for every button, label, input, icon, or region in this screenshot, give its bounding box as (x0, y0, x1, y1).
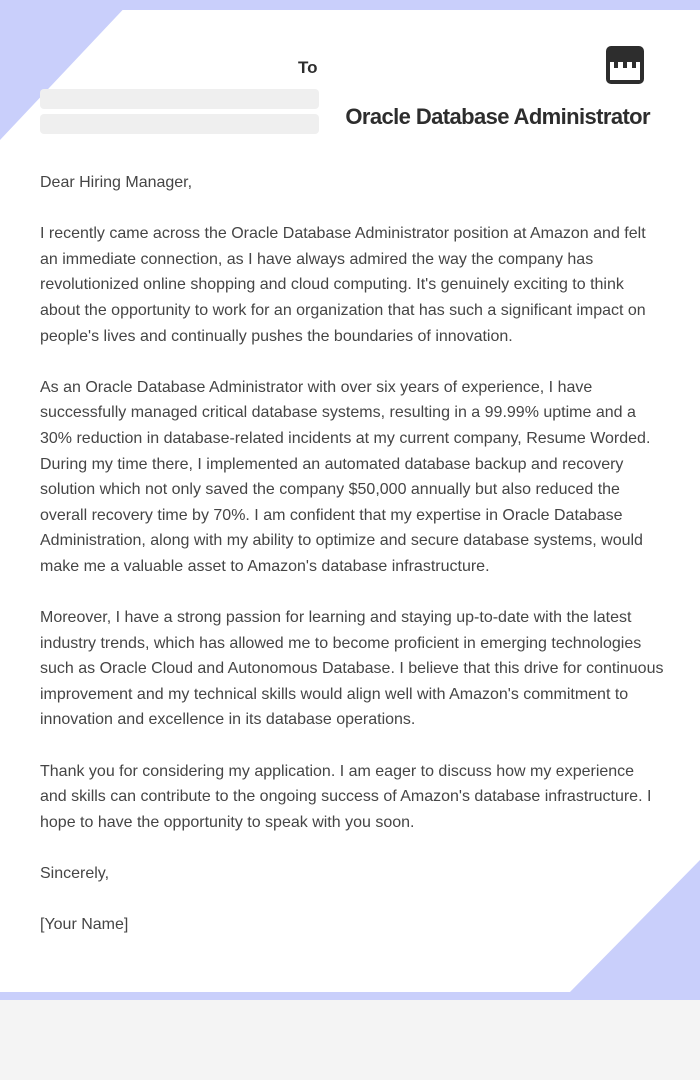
job-title-heading: Oracle Database Administrator (345, 104, 650, 129)
recipient-name-placeholder (40, 89, 319, 109)
salutation: Dear Hiring Manager, (40, 174, 193, 191)
recipient-address-placeholder (40, 114, 319, 134)
bottom-accent-band (0, 992, 700, 1000)
paragraph-3: Moreover, I have a strong passion for learning and staying up-to-date with the latest industry trends, which has allowed me to become proficient in emerging technologies such as Oracle Cloud and Autonomous Database. I believe that this drive for continuous improvement and my technical skills would align well with Amazon's commitment to innovation and excellence in its database operations. (40, 609, 664, 729)
signature: [Your Name] (40, 916, 129, 934)
paragraph-4: Thank you for considering my application. I am eager to discuss how my experience and skills can contribute to the ongoing success of Amazon's database infrastructure. I hope to have the opportunity to speak with you soon. (40, 762, 652, 831)
paragraph-1: I recently came across the Oracle Database Administrator position at Amazon and felt an immediate connection, as I have always admired the way the company has revolutionized online shopping and cloud computing. It's genuinely exciting to think about the opportunity to work for an organization that has such a significant impact on people's lives and continually pushes the boundaries of innovation. (40, 225, 646, 345)
closing: Sincerely, (40, 865, 110, 883)
recipient-to-label: To (298, 58, 318, 77)
calendar-logo-icon (606, 46, 644, 84)
paragraph-2: As an Oracle Database Administrator with over six years of experience, I have successfully managed critical database systems, resulting in a 99.99% uptime and a 30% reduction in database-related incidents at my current company, Resume Worded. During my time there, I implemented an automated database backup and recovery solution which not only saved the company $50,000 annually but also reduced the overall recovery time by 70%. I am confident that my expertise in Oracle Database Administration, along with my ability to optimize and secure database systems, would make me a valuable asset to Amazon's database infrastructure. (40, 378, 651, 575)
letter-body (40, 170, 665, 963)
